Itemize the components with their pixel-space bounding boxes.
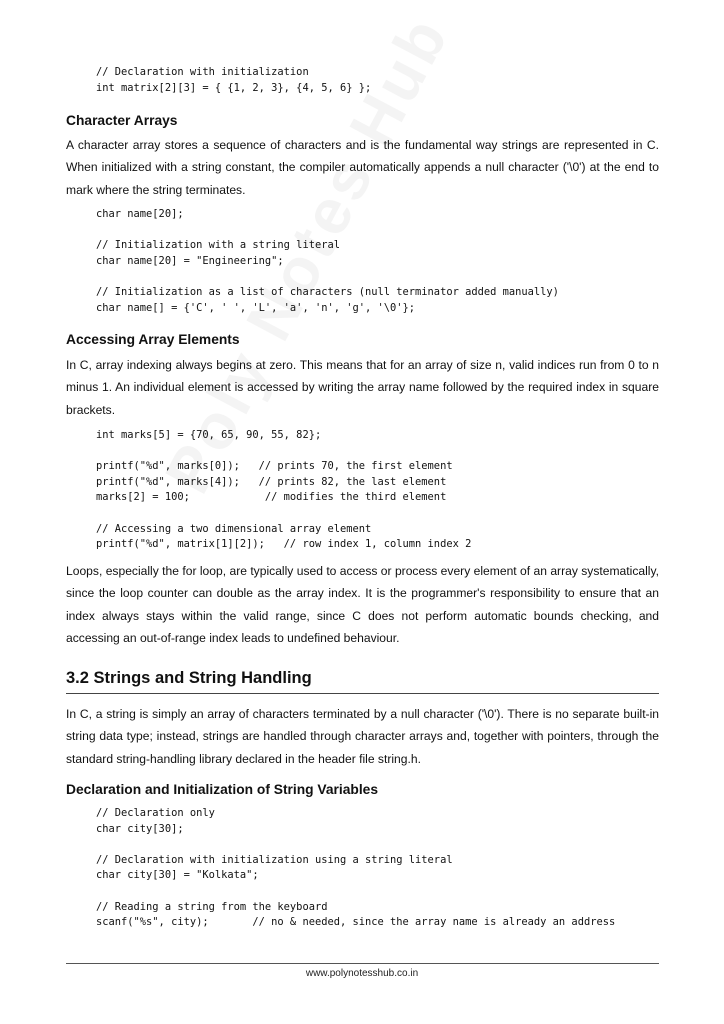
footer-url[interactable]: www.polynotesshub.co.in bbox=[305, 968, 419, 979]
heading-strings-and-string-handling: 3.2 Strings and String Handling bbox=[66, 669, 312, 687]
code-block-char-arrays: char name[20]; // Initialization with a string literal char name[20] = "Engineering"; // Initialization as a list of characters (null terminator added manually) char name[] = {'C', ' ', 'L', 'a', 'n', 'g', '\0'}; bbox=[96, 208, 559, 314]
paragraph-strings: In C, a string is simply an array of characters terminated by a null character ('\0'). There is no separate built-in string data type; instead, strings are handled through character arrays and, together with pointers, through the standard string-handling library declared in the header file string.h. bbox=[66, 707, 659, 766]
paragraph-loops: Loops, especially the for loop, are typically used to access or process every element of an array systematically, since the loop counter can double as the array index. It is the programmer's responsibility to ensure that an index always stays within the valid range, since C does not perform automatic bounds checking, and accessing an out-of-range index leads to undefined behaviour. bbox=[66, 564, 659, 646]
paragraph-character-arrays: A character array stores a sequence of characters and is the fundamental way strings are represented in C. When initialized with a string constant, the compiler automatically appends a null character ('\0') at the end to mark where the string terminates. bbox=[66, 138, 659, 197]
code-block-marks: int marks[5] = {70, 65, 90, 55, 82}; printf("%d", marks[0]); // prints 70, the first element printf("%d", marks[4]); // prints 82, the last element marks[2] = 100; // modifies the third element // Accessing a two dimensional array element printf("%d", matrix[1][2]); // row index 1, column index 2 bbox=[96, 429, 472, 551]
code-block-matrix: // Declaration with initialization int matrix[2][3] = { {1, 2, 3}, {4, 5, 6} }; bbox=[96, 66, 372, 94]
section-divider bbox=[66, 693, 659, 694]
heading-declaration-string-variables: Declaration and Initialization of String Variables bbox=[66, 782, 379, 797]
code-block-string-declaration: // Declaration only char city[30]; // Declaration with initialization using a string literal char city[30] = "Kolkata"; // Reading a string from the keyboard scanf("%s", city); // no & needed, since the array name is already an address bbox=[96, 807, 616, 929]
heading-character-arrays: Character Arrays bbox=[66, 113, 178, 128]
paragraph-accessing-elements: In C, array indexing always begins at zero. This means that for an array of size n, valid indices run from 0 to n minus 1. An individual element is accessed by writing the array name followed by the required index in square brackets. bbox=[66, 358, 659, 417]
footer-divider bbox=[66, 963, 659, 964]
heading-accessing-array-elements: Accessing Array Elements bbox=[66, 332, 240, 347]
